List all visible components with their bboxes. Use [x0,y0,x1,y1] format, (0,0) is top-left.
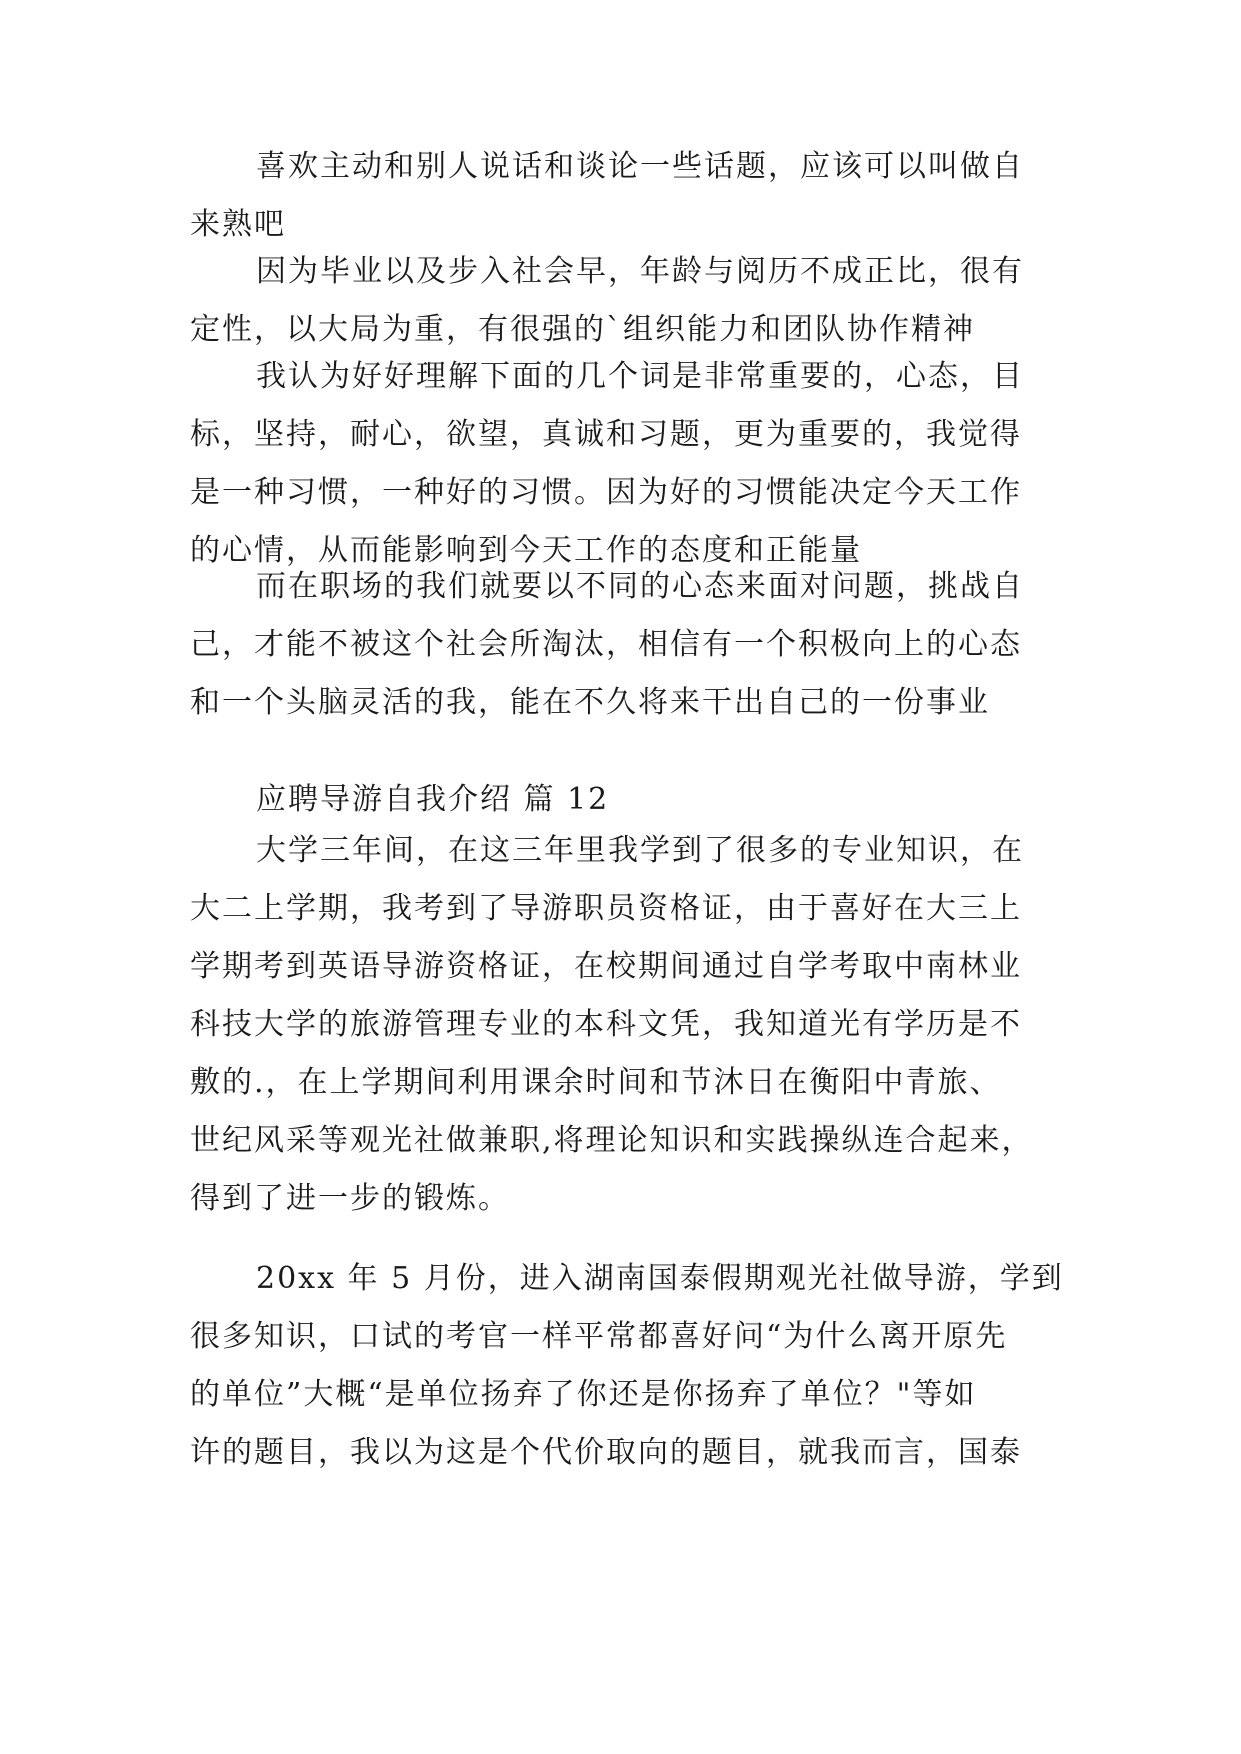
paragraph-line: 喜欢主动和别人说话和谈论一些话题，应该可以叫做自 [256,149,1024,184]
paragraph-line: 敷的.，在上学期间利用课余时间和节沐日在衡阳中青旅、 [190,1065,1002,1100]
paragraph-line: 许的题目，我以为这是个代价取向的题目，就我而言，国泰 [190,1435,1022,1470]
paragraph-line: 大二上学期，我考到了导游职员资格证，由于喜好在大三上 [190,891,1022,926]
paragraph-line: 而在职场的我们就要以不同的心态来面对问题，挑战自 [256,569,1024,604]
paragraph-line: 20xx 年 5 月份，进入湖南国泰假期观光社做导游，学到 [256,1261,1064,1296]
paragraph-line: 的心情，从而能影响到今天工作的态度和正能量 [190,533,862,568]
paragraph-line: 来熟吧 [190,207,286,242]
section-heading: 应聘导游自我介绍 篇 12 [256,782,610,817]
paragraph-line: 因为毕业以及步入社会早，年龄与阅历不成正比，很有 [256,254,1024,289]
paragraph-line: 的单位”大概“是单位扬弃了你还是你扬弃了单位？"等如 [190,1377,977,1412]
paragraph-3 [190,348,1050,580]
paragraph-5 [190,822,1050,1228]
paragraph-1 [190,138,1050,254]
paragraph-line: 定性，以大局为重，有很强的`组织能力和团队协作精神 [190,312,975,347]
paragraph-4 [190,558,1050,732]
paragraph-line: 得到了进一步的锻炼。 [190,1181,510,1216]
paragraph-line: 学期考到英语导游资格证，在校期间通过自学考取中南林业 [190,949,1022,984]
paragraph-6 [190,1250,1064,1482]
paragraph-line: 和一个头脑灵活的我，能在不久将来干出自己的一份事业 [190,685,990,720]
paragraph-line: 标，坚持，耐心，欲望，真诚和习题，更为重要的，我觉得 [190,417,1022,452]
paragraph-line: 世纪风采等观光社做兼职,将理论知识和实践操纵连合起来， [190,1123,1034,1158]
paragraph-line: 大学三年间，在这三年里我学到了很多的专业知识，在 [256,833,1024,868]
paragraph-line: 己，才能不被这个社会所淘汰，相信有一个积极向上的心态 [190,627,1022,662]
paragraph-line: 我认为好好理解下面的几个词是非常重要的，心态，目 [256,359,1024,394]
paragraph-2 [190,243,1050,359]
paragraph-line: 是一种习惯，一种好的习惯。因为好的习惯能决定今天工作 [190,475,1022,510]
paragraph-line: 很多知识，口试的考官一样平常都喜好问“为什么离开原先 [190,1319,1008,1354]
paragraph-line: 科技大学的旅游管理专业的本科文凭，我知道光有学历是不 [190,1007,1022,1042]
